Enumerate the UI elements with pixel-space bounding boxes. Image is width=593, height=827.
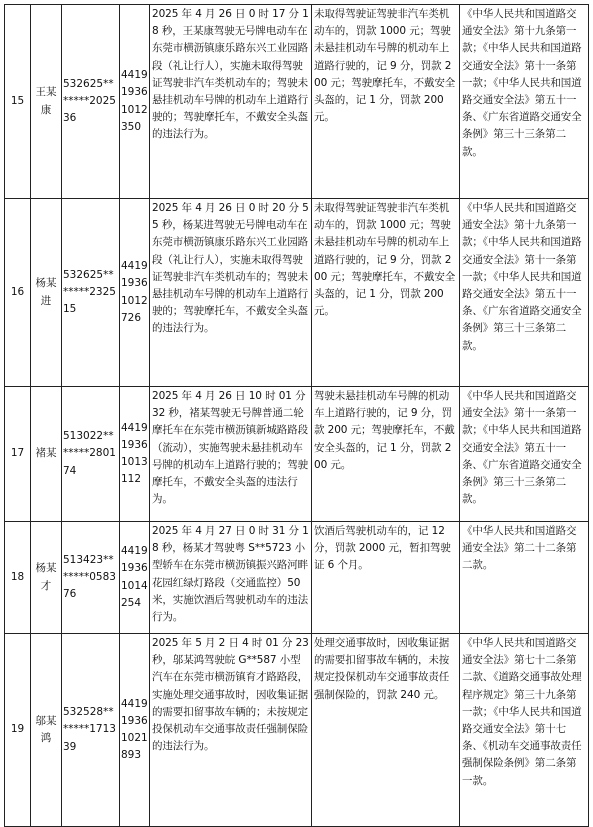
id-number: 532625*******232515 xyxy=(62,199,120,387)
violation-facts: 2025 年 4 月 26 日 0 时 17 分 18 秒，王某康驾驶无号牌电动车在东莞市横沥镇康乐路东兴工业园路段（礼让行人），实施未取得驾驶证驾驶非汽车类机动车的；驾驶未悬挂机动车号牌的机动车上道路行驶的；驾驶摩托车，不戴安全头盔的违法行为。 xyxy=(150,5,312,199)
legal-basis: 《中华人民共和国道路交通安全法》第二十二条第二款。 xyxy=(460,522,589,634)
legal-basis: 《中华人民共和国道路交通安全法》第十一条第一款；《中华人民共和国道路交通安全法》第五十一条、《广东省道路交通安全条例》第三十三条第二款。 xyxy=(460,387,589,522)
violation-facts: 2025 年 5 月 2 日 4 时 01 分 23 秒，邬某鸿驾驶皖 G**587 小型汽车在东莞市横沥镇育才路路段，实施处理交通事故时，因收集证据的需要扣留事故车辆的；未按规定投保机动车交通事故责任强制保险的违法行为。 xyxy=(150,634,312,827)
row-number: 16 xyxy=(5,199,31,387)
table-row xyxy=(5,634,589,827)
row-number: 19 xyxy=(5,634,31,827)
legal-basis: 《中华人民共和国道路交通安全法》第十九条第一款；《中华人民共和国道路交通安全法》第十一条第一款；《中华人民共和国道路交通安全法》第五十一条、《广东省道路交通安全条例》第三十三条第二款。 xyxy=(460,5,589,199)
penalty-content: 饮酒后驾驶机动车的，记 12 分，罚款 2000 元，暂扣驾驶证 6 个月。 xyxy=(312,522,460,634)
violation-facts: 2025 年 4 月 26 日 10 时 01 分 32 秒，褚某驾驶无号牌普通二轮摩托车在东莞市横沥镇新城路路段（流动），实施驾驶未悬挂机动车号牌的机动车上道路行驶的；驾驶摩托车，不戴安全头盔的违法行为。 xyxy=(150,387,312,522)
party-name: 杨某才 xyxy=(31,522,62,634)
table-row xyxy=(5,5,589,199)
penalty-content: 处理交通事故时，因收集证据的需要扣留事故车辆的，未按规定投保机动车交通事故责任强制保险的，罚款 240 元。 xyxy=(312,634,460,827)
legal-basis: 《中华人民共和国道路交通安全法》第十九条第一款；《中华人民共和国道路交通安全法》第十一条第一款；《中华人民共和国道路交通安全法》第五十一条、《广东省道路交通安全条例》第三十三条第二款。 xyxy=(460,199,589,387)
penalty-content: 未取得驾驶证驾驶非汽车类机动车的，罚款 1000 元；驾驶未悬挂机动车号牌的机动车上道路行驶的，记 9 分，罚款 200 元；驾驶摩托车，不戴安全头盔的，记 1 分，罚款 200 元。 xyxy=(312,199,460,387)
id-number: 513423*******058376 xyxy=(62,522,120,634)
party-name: 邬某鸿 xyxy=(31,634,62,827)
id-number: 532625*******202536 xyxy=(62,5,120,199)
license-number: 441919361012726 xyxy=(120,199,150,387)
penalty-table xyxy=(4,4,589,827)
violation-facts: 2025 年 4 月 27 日 0 时 31 分 18 秒，杨某才驾驶粤 S**5723 小型轿车在东莞市横沥镇振兴路河畔花园红绿灯路段（交通监控）50 米，实施饮酒后驾驶机动车的违法行为。 xyxy=(150,522,312,634)
row-number: 15 xyxy=(5,5,31,199)
license-number: 441919361013112 xyxy=(120,387,150,522)
table-row xyxy=(5,387,589,522)
party-name: 杨某进 xyxy=(31,199,62,387)
penalty-content: 未取得驾驶证驾驶非汽车类机动车的，罚款 1000 元；驾驶未悬挂机动车号牌的机动车上道路行驶的，记 9 分，罚款 200 元；驾驶摩托车，不戴安全头盔的，记 1 分，罚款 200 元。 xyxy=(312,5,460,199)
license-number: 441919361012350 xyxy=(120,5,150,199)
penalty-content: 驾驶未悬挂机动车号牌的机动车上道路行驶的，记 9 分，罚款 200 元；驾驶摩托车，不戴安全头盔的，记 1 分，罚款 200 元。 xyxy=(312,387,460,522)
party-name: 褚某 xyxy=(31,387,62,522)
table-row xyxy=(5,199,589,387)
id-number: 513022*******280174 xyxy=(62,387,120,522)
party-name: 王某康 xyxy=(31,5,62,199)
row-number: 18 xyxy=(5,522,31,634)
row-number: 17 xyxy=(5,387,31,522)
license-number: 441919361021893 xyxy=(120,634,150,827)
table-row xyxy=(5,522,589,634)
violation-facts: 2025 年 4 月 26 日 0 时 20 分 55 秒，杨某进驾驶无号牌电动车在东莞市横沥镇康乐路东兴工业园路段（礼让行人），实施未取得驾驶证驾驶非汽车类机动车的；驾驶未悬挂机动车号牌的机动车上道路行驶的；驾驶摩托车，不戴安全头盔的违法行为。 xyxy=(150,199,312,387)
id-number: 532528*******171339 xyxy=(62,634,120,827)
legal-basis: 《中华人民共和国道路交通安全法》第七十二条第二款、《道路交通事故处理程序规定》第三十九条第一款；《中华人民共和国道路交通安全法》第十七条、《机动车交通事故责任强制保险条例》第二条第一款。 xyxy=(460,634,589,827)
license-number: 441919361014254 xyxy=(120,522,150,634)
